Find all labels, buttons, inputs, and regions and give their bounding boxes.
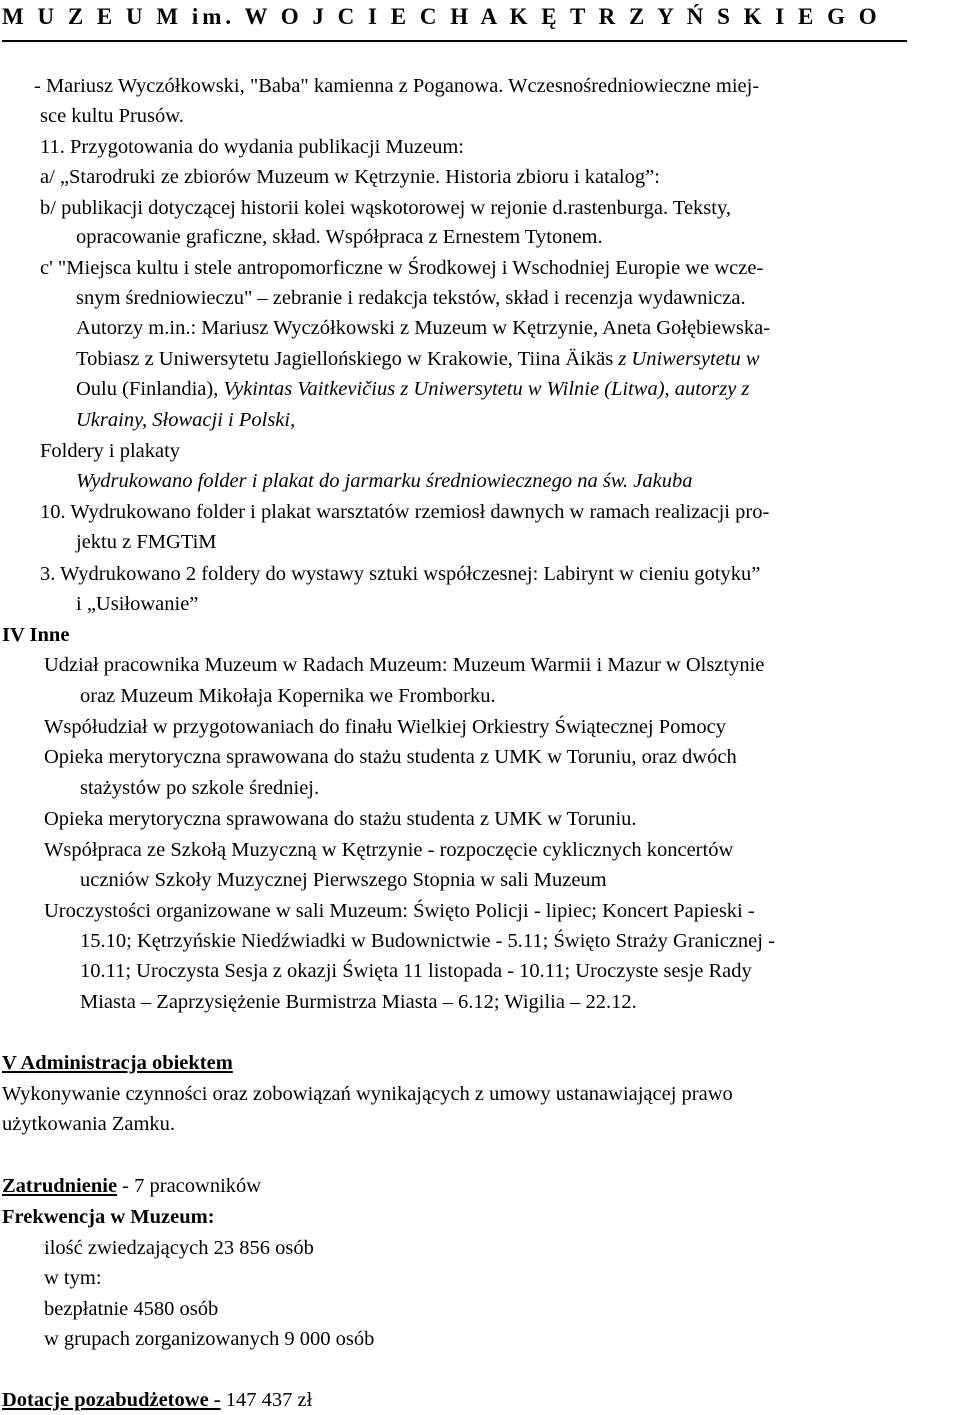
section-heading: IV Inne [2, 624, 70, 646]
text-line: Autorzy m.in.: Mariusz Wyczółkowski z Muzeum w Kętrzynie, Aneta Gołębiewska- [76, 317, 771, 339]
text-line: Foldery i plakaty [40, 440, 181, 462]
text-span: Tobiasz z Uniwersytetu Jagiellońskiego w Krakowie, Tiina Äikäs [76, 348, 619, 370]
text-line: 10.11; Uroczysta Sesja z okazji Święta 11 listopada - 10.11; Uroczyste sesje Rady [80, 960, 752, 982]
text-line: jektu z FMGTiM [76, 531, 217, 553]
text-line: b/ publikacji dotyczącej historii kolei wąskotorowej w rejonie d.rastenburga. Teksty, [40, 197, 732, 219]
text-line: Współpraca ze Szkołą Muzyczną w Kętrzynie - rozpoczęcie cyklicznych koncertów [44, 839, 734, 861]
text-line: w tym: [44, 1267, 102, 1289]
page-header: M U Z E U M im. W O J C I E C H A K Ę T R Z Y Ń S K I E G O [2, 4, 881, 29]
header-rule [2, 40, 907, 42]
text-line: - Mariusz Wyczółkowski, "Baba" kamienna z Poganowa. Wczesnośredniowieczne miej- [34, 75, 760, 97]
text-line: Miasta – Zaprzysiężenie Burmistrza Miasta – 6.12; Wigilia – 22.12. [80, 991, 637, 1013]
italic-span: Vykintas Vaitkevičius z Uniwersytetu w Wilnie (Litwa), autorzy z [223, 378, 750, 400]
text-span: - 7 pracowników [117, 1175, 262, 1197]
text-line: bezpłatnie 4580 osób [44, 1298, 219, 1320]
text-line [76, 377, 749, 401]
text-line: Wykonywanie czynności oraz zobowiązań wynikających z umowy ustanawiającej prawo [2, 1083, 733, 1105]
text-line: Opieka merytoryczna sprawowana do stażu studenta z UMK w Toruniu, oraz dwóch [44, 746, 737, 768]
bold-label: Zatrudnienie [2, 1175, 118, 1197]
text-line [76, 347, 760, 371]
text-line: ilość zwiedzających 23 856 osób [44, 1237, 314, 1259]
italic-span: z Uniwersytetu w [618, 348, 760, 370]
text-line: w grupach zorganizowanych 9 000 osób [44, 1328, 375, 1350]
section-heading: Frekwencja w Muzeum: [2, 1206, 215, 1228]
text-line: snym średniowieczu" – zebranie i redakcja tekstów, skład i recenzja wydawnicza. [76, 287, 746, 309]
text-line: Współudział w przygotowaniach do finału Wielkiej Orkiestry Świątecznej Pomocy [44, 716, 726, 738]
text-line [2, 1174, 261, 1198]
text-line: 11. Przygotowania do wydania publikacji Muzeum: [40, 136, 464, 158]
bold-label: Dotacje pozabudżetowe - [2, 1389, 221, 1411]
text-line: Wydrukowano folder i plakat do jarmarku średniowiecznego na św. Jakuba [76, 470, 693, 492]
text-span: 147 437 zł [220, 1389, 313, 1411]
text-line: c' "Miejsca kultu i stele antropomorficzne w Środkowej i Wschodniej Europie we wcze- [40, 257, 764, 279]
text-line: sce kultu Prusów. [40, 105, 184, 127]
text-line: 15.10; Kętrzyńskie Niedźwiadki w Budownictwie - 5.11; Święto Straży Granicznej - [80, 930, 775, 952]
text-span: Oulu (Finlandia), [76, 378, 224, 400]
text-line: 3. Wydrukowano 2 foldery do wystawy sztuki współczesnej: Labirynt w cieniu gotyku” [40, 563, 761, 585]
text-line: Ukrainy, Słowacji i Polski, [76, 409, 296, 431]
text-line: Opieka merytoryczna sprawowana do stażu studenta z UMK w Toruniu. [44, 808, 637, 830]
text-line: Uroczystości organizowane w sali Muzeum: Święto Policji - lipiec; Koncert Papieski - [44, 900, 755, 922]
text-line: opracowanie graficzne, skład. Współpraca z Ernestem Tytonem. [76, 226, 603, 248]
text-line: i „Usiłowanie” [76, 593, 199, 615]
text-line: uczniów Szkoły Muzycznej Pierwszego Stopnia w sali Muzeum [80, 869, 607, 891]
text-line: użytkowania Zamku. [2, 1113, 176, 1135]
text-line: a/ „Starodruki ze zbiorów Muzeum w Kętrzynie. Historia zbioru i katalog”: [40, 166, 660, 188]
text-line: 10. Wydrukowano folder i plakat warsztatów rzemiosł dawnych w ramach realizacji pro- [40, 501, 770, 523]
section-heading: V Administracja obiektem [2, 1052, 233, 1074]
text-line: stażystów po szkole średniej. [80, 777, 320, 799]
text-line [2, 1388, 312, 1412]
text-line: oraz Muzeum Mikołaja Kopernika we Fromborku. [80, 685, 496, 707]
text-line: Udział pracownika Muzeum w Radach Muzeum: Muzeum Warmii i Mazur w Olsztynie [44, 654, 765, 676]
